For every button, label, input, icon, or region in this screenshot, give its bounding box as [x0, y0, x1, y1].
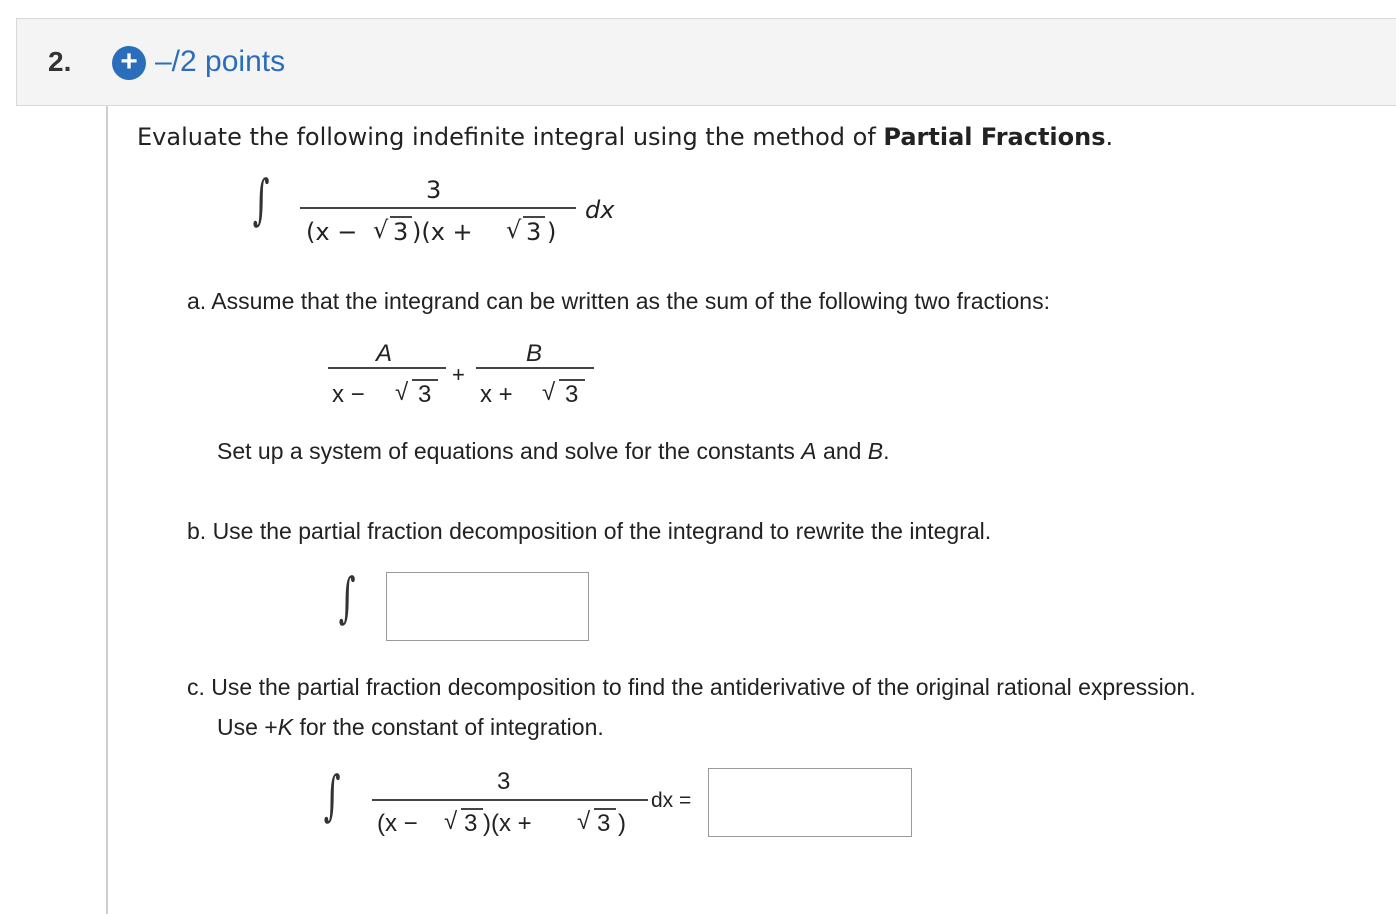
period: .: [883, 438, 890, 464]
use-text: Use +: [217, 714, 278, 740]
part-c-text: c. Use the partial fraction decomposition to find the antiderivative of the original rational expression.: [187, 674, 1196, 700]
part-b-text: b. Use the partial fraction decomposition of the integrand to rewrite the integral.: [187, 518, 992, 544]
left-divider: [106, 106, 108, 914]
intro-text: Evaluate the following indefinite integral using the method of: [137, 123, 884, 151]
frac-a-numerator: A: [376, 340, 393, 367]
den-part1: (x −: [306, 218, 358, 246]
integral-sign-icon: ∫: [252, 168, 270, 231]
plus-icon[interactable]: +: [112, 46, 146, 80]
fraction-bar: [300, 207, 576, 209]
dx-equals-label: dx =: [651, 789, 692, 812]
intro-suffix: .: [1105, 123, 1114, 151]
c-numerator: 3: [497, 768, 511, 795]
den-part2: )(x +: [412, 218, 473, 246]
sqrt-icon: √: [542, 379, 556, 406]
den-sqrt1: 3: [393, 218, 409, 246]
den-sqrt2: 3: [526, 218, 542, 246]
part-c-text2: [217, 714, 604, 741]
frac-b-numerator: B: [526, 340, 543, 367]
part-b-answer-input[interactable]: [386, 572, 589, 641]
constant-text: for the constant of integration.: [293, 714, 604, 740]
var-b: B: [867, 438, 884, 464]
c-fraction-bar: [372, 799, 648, 801]
part-a-text: a. Assume that the integrand can be written as the sum of the following two fractions:: [187, 288, 1050, 314]
sqrt-icon: √: [373, 216, 389, 244]
frac-a-sqrt: 3: [418, 381, 432, 408]
c-den-part2: )(x +: [483, 810, 532, 837]
var-k: K: [277, 714, 294, 740]
sqrt-icon: √: [444, 808, 458, 835]
plus-sign: +: [452, 362, 465, 387]
sqrt-icon: √: [506, 216, 522, 244]
integral-sign-icon: ∫: [323, 764, 341, 827]
intro-bold: Partial Fractions: [883, 123, 1106, 151]
sqrt-icon: √: [395, 379, 409, 406]
c-den-sqrt1: 3: [464, 810, 478, 837]
integral-sign-icon: ∫: [338, 566, 356, 629]
instruction-text: Set up a system of equations and solve for the constants: [217, 438, 802, 464]
and-text: and: [816, 438, 868, 464]
frac-a-den: x −: [332, 381, 365, 408]
c-den-sqrt2: 3: [597, 810, 611, 837]
question-number: 2.: [48, 46, 72, 77]
points-label: –/2 points: [155, 45, 286, 78]
dx-label: dx: [585, 196, 615, 224]
frac-b-bar: [476, 367, 594, 369]
part-a-instruction: [217, 438, 890, 465]
sqrt-icon: √: [577, 808, 591, 835]
integral-numerator: 3: [426, 176, 442, 204]
den-part3: ): [547, 218, 557, 246]
frac-b-den: x +: [480, 381, 513, 408]
frac-b-sqrt: 3: [565, 381, 579, 408]
c-den-part1: (x −: [377, 810, 418, 837]
frac-a-bar: [328, 367, 446, 369]
var-a: A: [801, 438, 817, 464]
question-intro: [137, 123, 1113, 151]
c-den-part3: ): [618, 810, 626, 837]
part-c-answer-input[interactable]: [708, 768, 912, 837]
